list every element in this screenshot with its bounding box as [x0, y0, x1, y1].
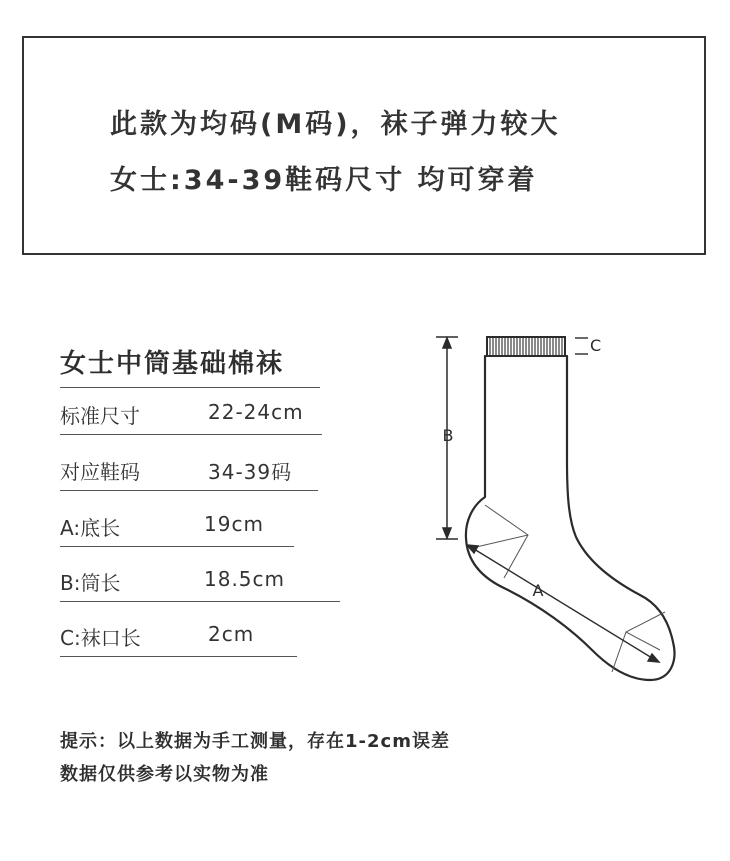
row-divider	[60, 601, 340, 602]
dimension-b-label: B	[442, 426, 454, 445]
spec-label: C:袜口长	[60, 626, 141, 650]
row-divider	[60, 434, 322, 435]
spec-label: B:筒长	[60, 571, 121, 595]
sock-heel-seams	[472, 505, 528, 578]
dimension-c-label: C	[590, 336, 602, 355]
spec-value: 34-39码	[208, 460, 293, 484]
spec-value: 22-24cm	[208, 400, 304, 424]
title-divider	[60, 387, 320, 388]
tip-reference-note: 数据仅供参考以实物为准	[60, 764, 269, 785]
tip-measurement-note: 提示：以上数据为手工测量，存在1-2cm误差	[60, 731, 450, 752]
dimension-c	[575, 338, 588, 354]
notice-box	[22, 36, 706, 255]
product-title: 女士中筒基础棉袜	[60, 349, 285, 379]
spec-value: 2cm	[208, 622, 255, 646]
spec-label: A:底长	[60, 516, 121, 540]
sock-diagram	[430, 325, 680, 695]
dimension-a	[467, 545, 659, 662]
row-divider	[60, 490, 318, 491]
spec-value: 18.5cm	[204, 567, 286, 591]
spec-label: 对应鞋码	[60, 460, 140, 484]
notice-line-fit: 女士:34-39鞋码尺寸 均可穿着	[110, 165, 538, 196]
sock-toe-seams	[612, 612, 665, 672]
row-divider	[60, 656, 297, 657]
dimension-a-label: A	[532, 581, 544, 600]
spec-value: 19cm	[204, 512, 264, 536]
row-divider	[60, 546, 294, 547]
notice-line-size: 此款为均码(M码)，袜子弹力较大	[110, 109, 561, 140]
spec-label: 标准尺寸	[60, 404, 140, 428]
sock-cuff-ribbing	[487, 337, 565, 356]
sock-outline	[466, 356, 675, 680]
